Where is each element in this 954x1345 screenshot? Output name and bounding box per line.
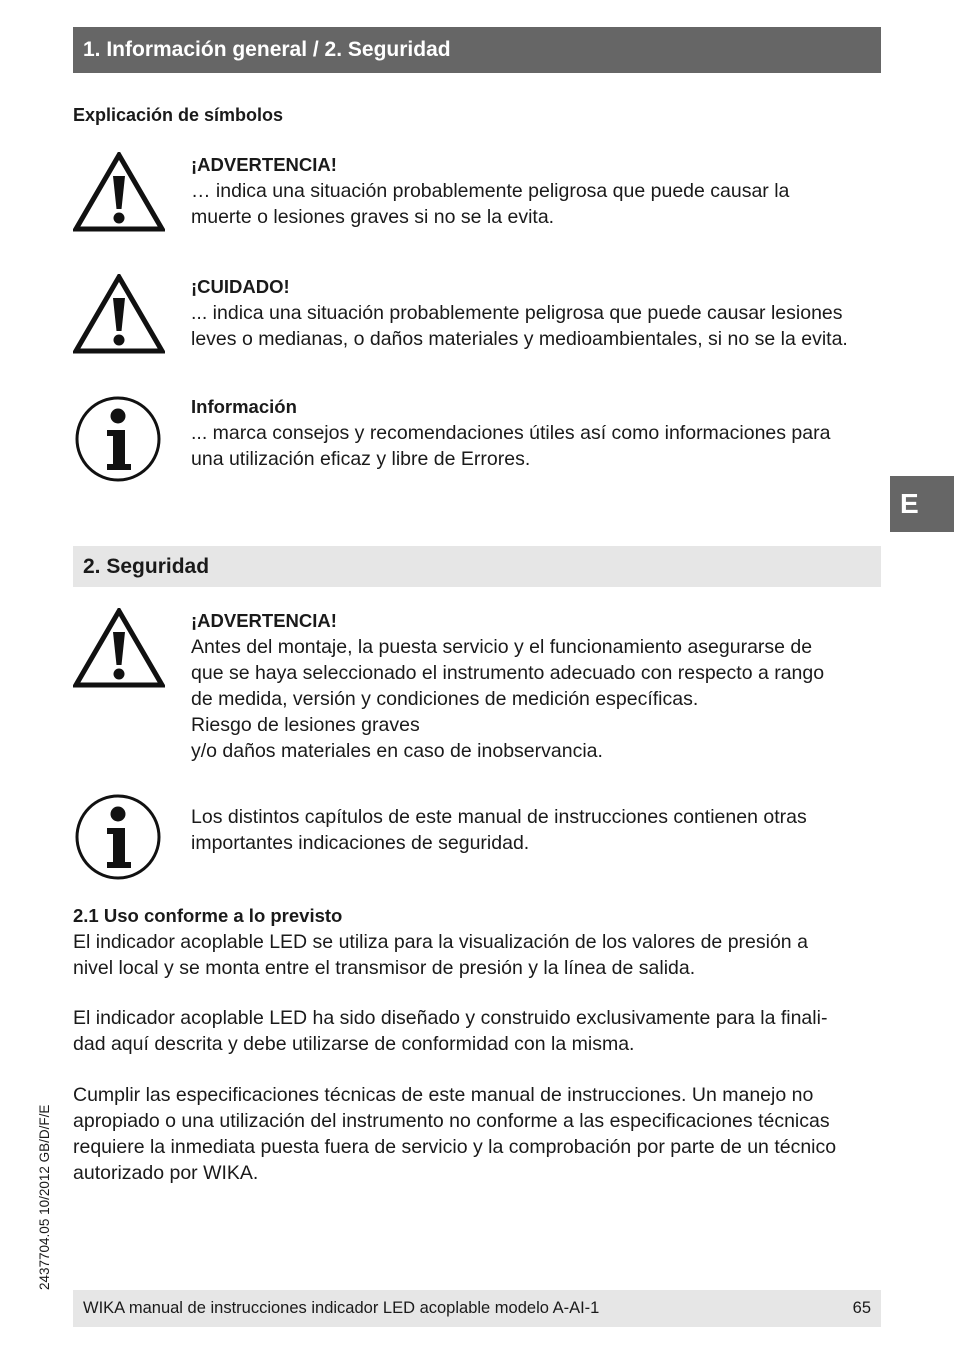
section-header	[73, 27, 881, 73]
safety-warning-entry	[73, 608, 883, 764]
information-icon	[73, 792, 165, 882]
info-line: importantes indicaciones de seguridad.	[191, 832, 530, 854]
warning-line: de medida, versión y condiciones de medición específicas.	[191, 688, 699, 710]
paragraph-line: apropiado o una utilización del instrumento no conforme a las especificaciones técnicas	[73, 1110, 830, 1132]
paragraph-line: Cumplir las especificaciones técnicas de este manual de instrucciones. Un manejo no	[73, 1084, 814, 1106]
safety-section-heading	[73, 546, 881, 587]
symbol-description: … indica una situación probablemente peligrosa que puede causar la	[191, 180, 790, 202]
intended-use-paragraph	[73, 1082, 885, 1186]
warning-triangle-icon	[73, 152, 165, 232]
symbol-title: Información	[191, 396, 297, 417]
symbols-heading: Explicación de símbolos	[73, 105, 284, 125]
page-footer	[73, 1290, 881, 1327]
paragraph-line: dad aquí descrita y debe utilizarse de conformidad con la misma.	[73, 1033, 635, 1055]
intended-use-paragraph	[73, 1005, 885, 1057]
paragraph-line: El indicador acoplable LED ha sido diseñado y construido exclusivamente para la finali-	[73, 1007, 828, 1029]
information-icon	[73, 394, 165, 484]
section-header-title: 1. Información general / 2. Seguridad	[83, 38, 451, 61]
warning-line: que se haya seleccionado el instrumento adecuado con respecto a rango	[191, 662, 825, 684]
symbol-entry-caution	[73, 274, 883, 354]
language-tab	[890, 476, 954, 532]
symbol-description: una utilización eficaz y libre de Errores.	[191, 448, 531, 470]
intended-use-section	[73, 903, 885, 981]
symbol-description: ... marca consejos y recomendaciones útiles así como informaciones para	[191, 422, 831, 444]
symbol-description: ... indica una situación probablemente peligrosa que puede causar lesiones	[191, 302, 843, 324]
document-code: 2437704.05 10/2012 GB/D/F/E	[37, 1104, 52, 1290]
language-tab-label: E	[900, 488, 919, 519]
warning-title: ¡ADVERTENCIA!	[191, 610, 337, 631]
paragraph-line: El indicador acoplable LED se utiliza para la visualización de los valores de presión a	[73, 931, 808, 953]
warning-line: y/o daños materiales en caso de inobservancia.	[191, 740, 603, 762]
page-number: 65	[852, 1299, 871, 1317]
paragraph-line: autorizado por WIKA.	[73, 1162, 259, 1184]
symbol-title: ¡CUIDADO!	[191, 276, 290, 297]
paragraph-line: requiere la inmediata puesta fuera de servicio y la comprobación por parte de un técnico	[73, 1136, 837, 1158]
safety-heading-label: 2. Seguridad	[83, 554, 210, 578]
symbol-description: muerte o lesiones graves si no se la evita.	[191, 206, 555, 228]
symbol-title: ¡ADVERTENCIA!	[191, 154, 337, 175]
safety-info-entry	[73, 792, 883, 882]
paragraph-line: nivel local y se monta entre el transmisor de presión y la línea de salida.	[73, 957, 696, 979]
symbol-entry-warning	[73, 152, 883, 232]
warning-line: Antes del montaje, la puesta servicio y el funcionamiento asegurarse de	[191, 636, 813, 658]
symbol-description: leves o medianas, o daños materiales y medioambientales, si no se la evita.	[191, 328, 848, 350]
footer-text: WIKA manual de instrucciones indicador LED acoplable modelo A-AI-1	[83, 1299, 600, 1317]
warning-triangle-icon	[73, 274, 165, 354]
warning-triangle-icon	[73, 608, 165, 688]
warning-line: Riesgo de lesiones graves	[191, 714, 420, 736]
info-line: Los distintos capítulos de este manual de instrucciones contienen otras	[191, 806, 807, 828]
intended-use-title: 2.1 Uso conforme a lo previsto	[73, 905, 343, 926]
symbol-entry-information	[73, 394, 883, 484]
